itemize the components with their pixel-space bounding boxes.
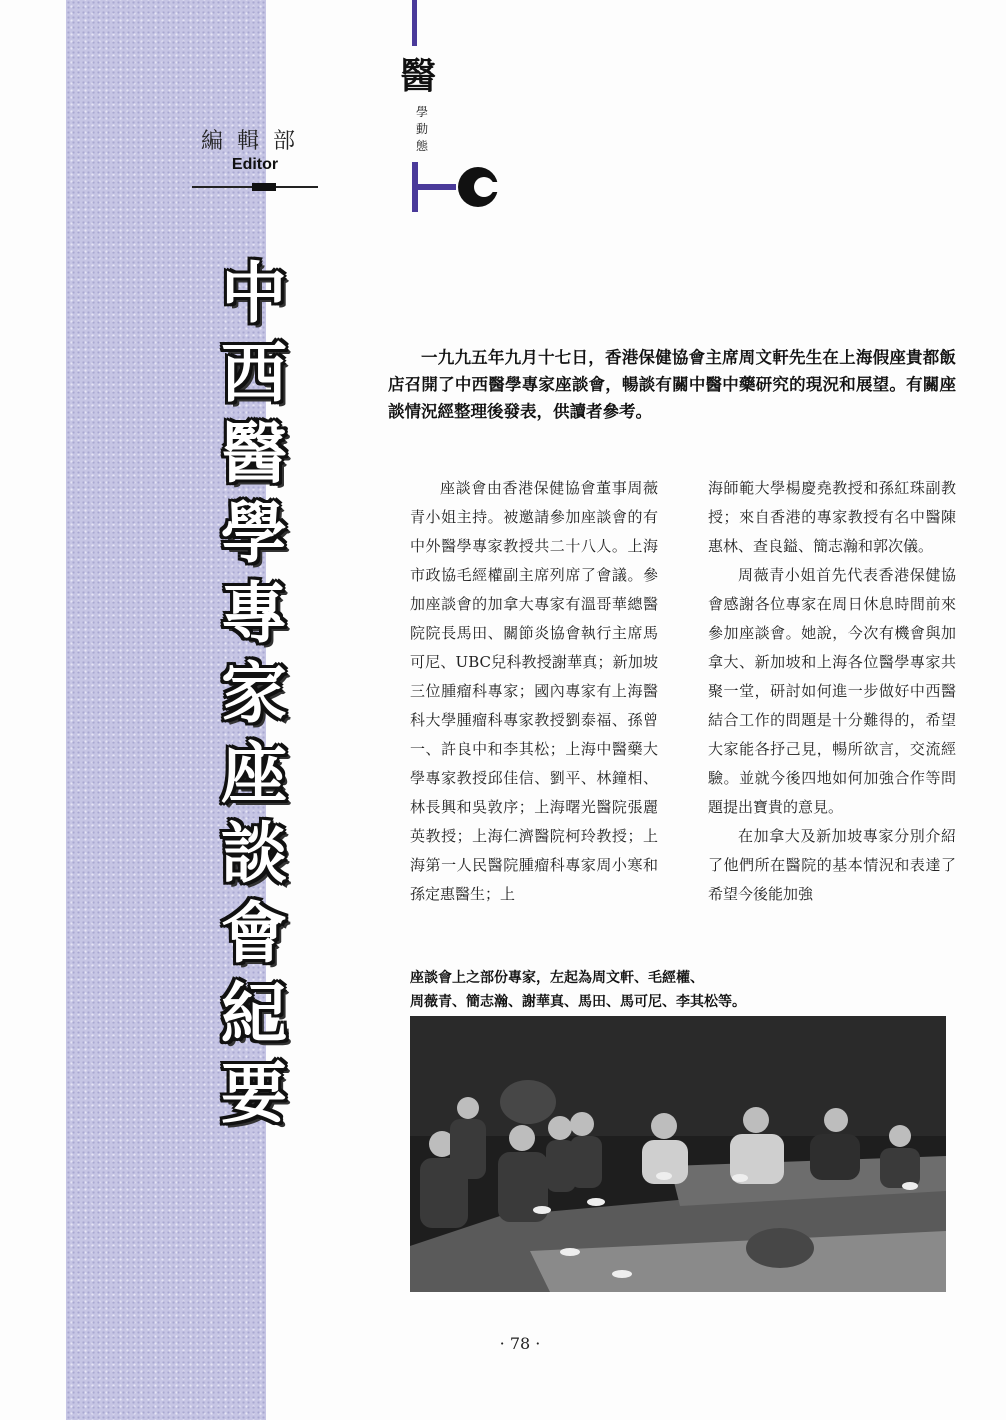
body-paragraph: 周薇青小姐首先代表香港保健協會感謝各位專家在周日休息時間前來參加座談會。她說，今次有機會與加拿大、新加坡和上海各位醫學專家共聚一堂，研討如何進一步做好中西醫結合工作的問題是十分難得的，希望大家能各抒己見，暢所欲言，交流經驗。並就今後四地如何加強合作等問題提出寶貴的意見。: [708, 566, 956, 816]
section-char: 醫: [399, 55, 436, 97]
title-char: 會: [221, 895, 287, 972]
title-char: 家: [221, 655, 287, 732]
body-paragraph: 在加拿大及新加坡專家分別介紹了他們所在醫院的基本情況和表達了希望今後能加強: [708, 827, 956, 903]
body-paragraph: 海師範大學楊慶堯教授和孫紅珠副教授；來自香港的專家教授有名中醫陳惠林、查良鎰、簡志瀚和郭次儀。: [708, 479, 956, 555]
section-sub-char: 學: [415, 105, 428, 119]
title-char: 醫: [221, 415, 287, 492]
caption-line: 座談會上之部份專家，左起為周文軒、毛經權、: [410, 970, 704, 986]
title-char: 談: [221, 815, 287, 892]
editor-divider-mark: [252, 183, 276, 191]
section-sub-char: 動: [415, 122, 428, 136]
body-column-left: [410, 474, 658, 909]
title-char: 要: [221, 1055, 287, 1132]
title-char: 座: [221, 735, 287, 812]
photo-caption: [410, 966, 970, 1014]
editor-label-en: Editor: [231, 156, 279, 173]
caption-line: 周薇青、簡志瀚、謝華真、馬田、馬可尼、李其松等。: [410, 994, 746, 1010]
section-sub-char: 態: [415, 139, 428, 153]
editor-label-zh: 編輯部: [200, 129, 309, 154]
title-char: 專: [221, 575, 287, 652]
title-char: 西: [221, 335, 287, 412]
title-char: 中: [221, 255, 287, 332]
body-column-right: [708, 474, 956, 909]
title-char: 紀: [221, 975, 287, 1052]
title-char: 學: [221, 495, 287, 572]
section-subtitle: [412, 104, 432, 155]
page-number: · 78 ·: [499, 1334, 541, 1353]
lead-paragraph: 一九九五年九月十七日，香港保健協會主席周文軒先生在上海假座貴都飯店召開了中西醫學專家座談會，暢談有關中醫中藥研究的現況和展望。有關座談情況經整理後發表，供讀者參考。: [388, 348, 956, 421]
hc-logo-icon: [412, 162, 522, 212]
article-title: [214, 254, 294, 1134]
section-top-bar: [412, 0, 417, 46]
meeting-photo: [410, 1016, 946, 1292]
body-paragraph: 座談會由香港保健協會董事周薇青小姐主持。被邀請參加座談會的有中外醫學專家教授共二十八人。上海市政協毛經權副主席列席了會議。參加座談會的加拿大專家有溫哥華總醫院院長馬田、關節炎協會執行主席馬可尼、UBC兒科教授謝華真；新加坡三位腫瘤科專家；國內專家有上海醫科大學腫瘤科專家教授劉泰福、孫曾一、許良中和李其松；上海中醫藥大學專家教授邱佳信、劉平、林鐘相、林長興和吳敦序；上海曙光醫院張麗英教授；上海仁濟醫院柯玲教授；上海第一人民醫院腫瘤科專家周小寒和孫定惠醫生；上: [410, 479, 658, 903]
